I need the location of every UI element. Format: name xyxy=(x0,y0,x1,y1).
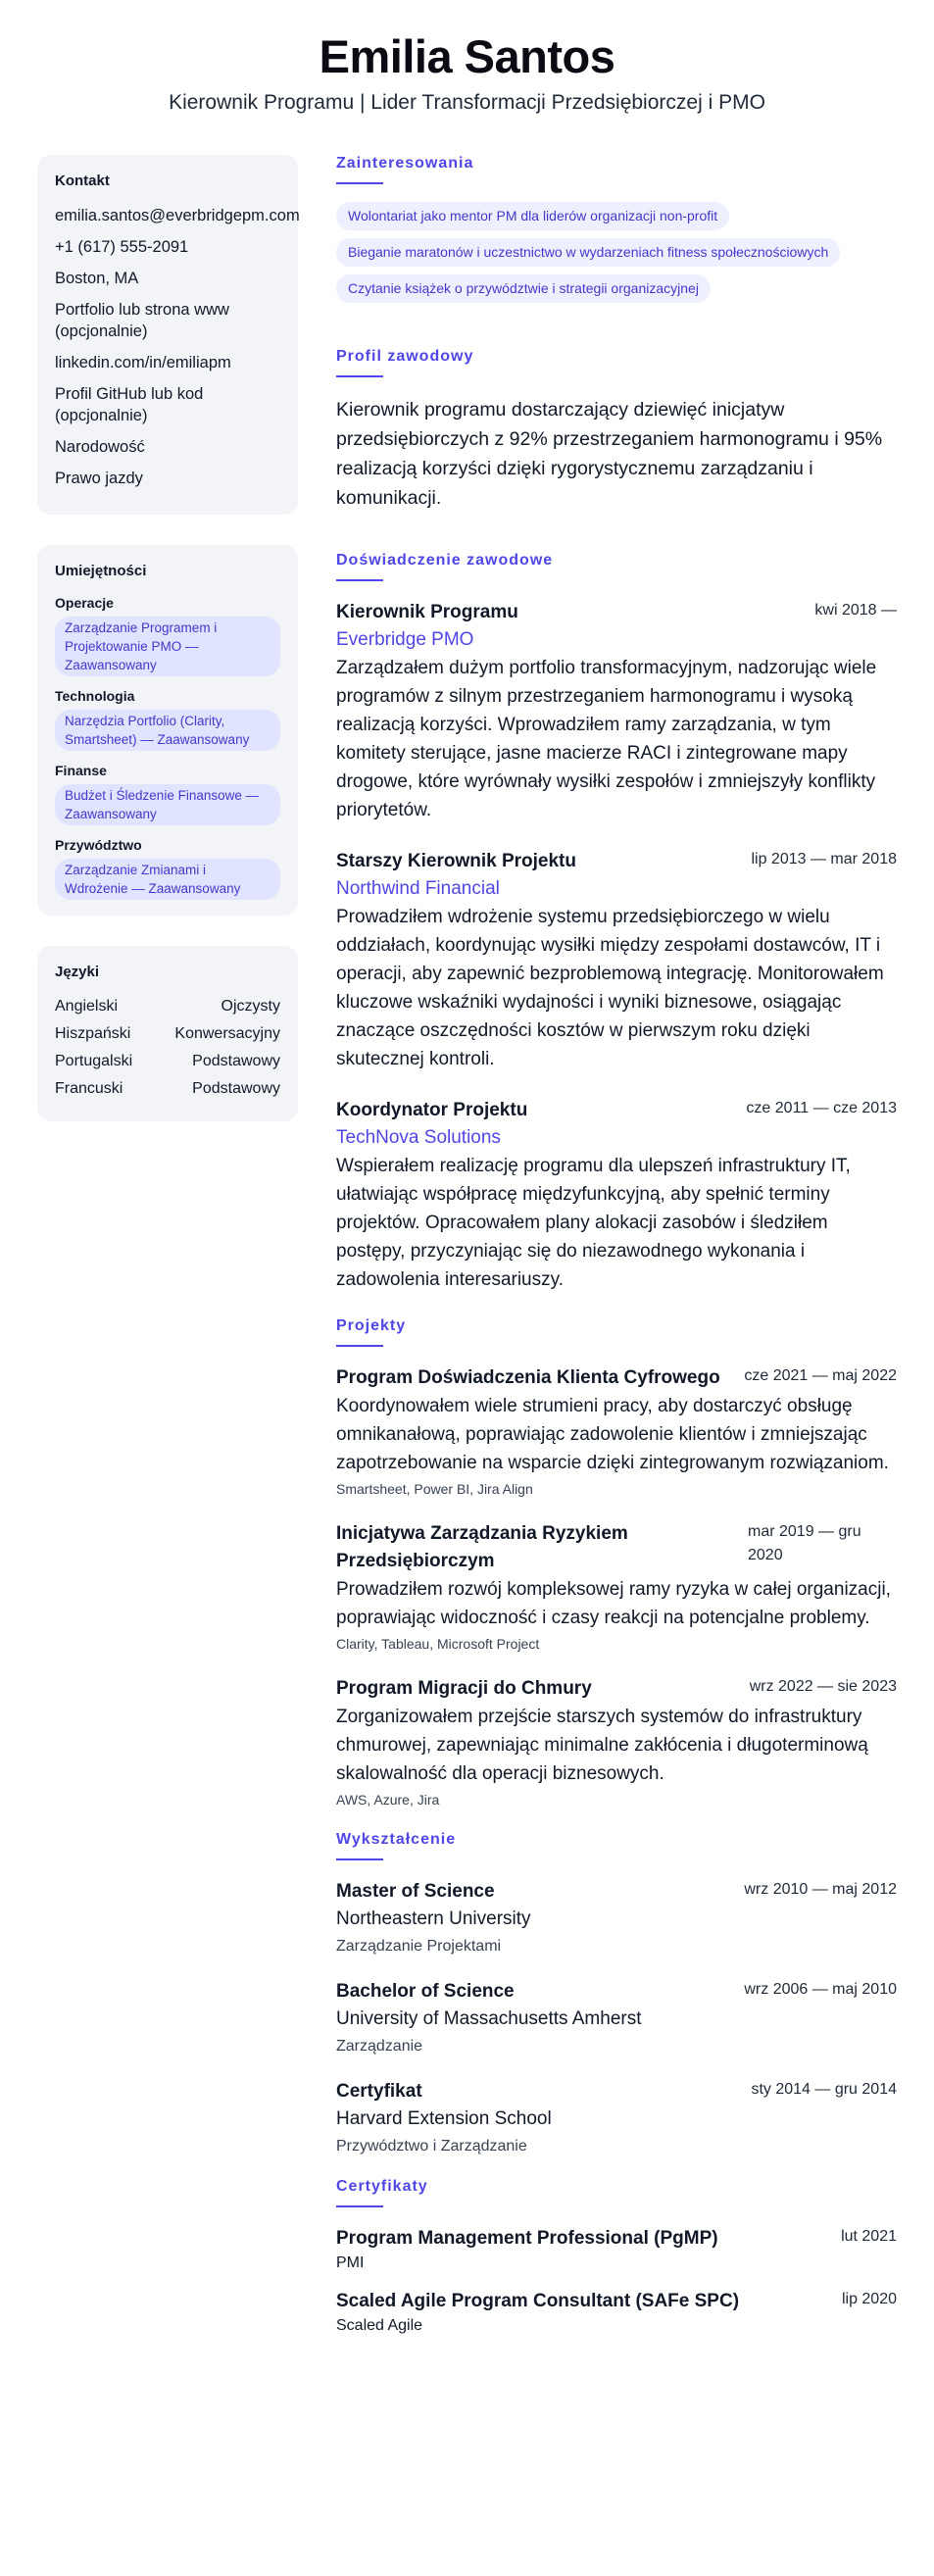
languages-card xyxy=(37,946,298,1121)
skill-group xyxy=(55,688,280,751)
skill-badge: Narzędzia Portfolio (Clarity, Smartsheet) — Zaawansowany xyxy=(55,710,280,751)
skill-group xyxy=(55,595,280,676)
language-row xyxy=(55,1023,280,1045)
degree: Certyfikat xyxy=(336,2081,422,2102)
language-name: Portugalski xyxy=(55,1053,133,1069)
experience-item xyxy=(336,848,897,1073)
school: Harvard Extension School xyxy=(336,2108,552,2129)
education-title: Wykształcenie xyxy=(336,1831,457,1848)
skill-group xyxy=(55,837,280,900)
skill-badge: Zarządzanie Zmianami i Wdrożenie — Zaawansowany xyxy=(55,859,280,900)
certification-date: lut 2021 xyxy=(841,2228,897,2245)
contact-location: Boston, MA xyxy=(55,270,139,287)
candidate-headline: Kierownik Programu | Lider Transformacji Przedsiębiorczej i PMO xyxy=(169,91,765,114)
experience-section xyxy=(336,552,897,1294)
contact-email[interactable]: emilia.santos@everbridgepm.com xyxy=(55,207,300,224)
profile-section xyxy=(336,348,897,513)
field-of-study: Zarządzanie xyxy=(336,2038,423,2055)
skill-badge: Budżet i Śledzenie Finansowe — Zaawansowany xyxy=(55,784,280,825)
school: University of Massachusetts Amherst xyxy=(336,2008,642,2029)
project-item xyxy=(336,1675,897,1808)
interest-badge: Wolontariat jako mentor PM dla liderów organizacji non-profit xyxy=(336,202,729,230)
school: Northeastern University xyxy=(336,1908,531,1929)
interests-section xyxy=(336,155,897,311)
experience-title: Doświadczenie zawodowe xyxy=(336,552,554,569)
certification-name: Program Management Professional (PgMP) xyxy=(336,2228,718,2249)
skill-category: Przywództwo xyxy=(55,837,142,853)
candidate-name: Emilia Santos xyxy=(319,30,615,82)
project-name: Program Doświadczenia Klienta Cyfrowego xyxy=(336,1367,720,1388)
contact-github: Profil GitHub lub kod (opcjonalnie) xyxy=(55,385,204,424)
project-name: Inicjatywa Zarządzania Ryzykiem Przedsiębiorczym xyxy=(336,1523,628,1571)
project-tools: AWS, Azure, Jira xyxy=(336,1792,440,1808)
language-name: Angielski xyxy=(55,998,119,1015)
main-content xyxy=(336,155,897,2337)
certifications-title: Certyfikaty xyxy=(336,2178,428,2195)
section-divider xyxy=(336,2205,383,2207)
contact-linkedin[interactable]: linkedin.com/in/emiliapm xyxy=(55,354,231,372)
project-date: wrz 2022 — sie 2023 xyxy=(749,1678,897,1695)
degree: Master of Science xyxy=(336,1881,495,1902)
projects-title: Projekty xyxy=(336,1317,407,1334)
contact-card xyxy=(37,155,298,515)
interest-badge: Czytanie książek o przywództwie i strategii organizacyjnej xyxy=(336,274,711,303)
job-date: cze 2011 — cze 2013 xyxy=(746,1100,897,1116)
certification-date: lip 2020 xyxy=(841,2291,897,2307)
section-divider xyxy=(336,1345,383,1347)
language-level: Podstawowy xyxy=(192,1080,280,1097)
education-date: wrz 2010 — maj 2012 xyxy=(744,1881,897,1898)
certification-issuer: Scaled Agile xyxy=(336,2317,423,2334)
experience-item xyxy=(336,1097,897,1294)
contact-portfolio: Portfolio lub strona www (opcjonalnie) xyxy=(55,301,229,340)
contact-phone[interactable]: +1 (617) 555-2091 xyxy=(55,238,189,256)
certification-item xyxy=(336,2225,897,2274)
contact-license: Prawo jazdy xyxy=(55,470,143,487)
skills-title: Umiejętności xyxy=(55,563,147,579)
language-row xyxy=(55,1051,280,1072)
project-name: Program Migracji do Chmury xyxy=(336,1678,592,1699)
sidebar xyxy=(37,155,298,1152)
languages-title: Języki xyxy=(55,964,100,980)
project-date: cze 2021 — maj 2022 xyxy=(744,1367,897,1384)
education-item xyxy=(336,1978,897,2058)
project-date: mar 2019 — gru 2020 xyxy=(748,1523,861,1563)
job-company: Northwind Financial xyxy=(336,878,500,899)
experience-item xyxy=(336,599,897,824)
education-date: sty 2014 — gru 2014 xyxy=(751,2081,897,2098)
job-company: Everbridge PMO xyxy=(336,629,474,650)
project-tools: Smartsheet, Power BI, Jira Align xyxy=(336,1481,533,1497)
section-divider xyxy=(336,375,383,377)
certifications-section xyxy=(336,2178,897,2337)
skill-category: Finanse xyxy=(55,763,107,778)
job-role: Koordynator Projektu xyxy=(336,1100,528,1120)
resume-header xyxy=(0,29,934,115)
job-description: Prowadziłem wdrożenie systemu przedsiębiorczego w wielu oddziałach, koordynując wysiłki między zespołami dostawców, IT i operacji, aby zapewnić bezproblemową integrację. Monitorowałem kluczowe wskaźniki wydajności i wyniki biznesowe, osiągając znaczące oszczędności kosztów w pierwszym roku dzięki skutecznej kontroli. xyxy=(336,907,884,1069)
language-name: Francuski xyxy=(55,1080,123,1097)
certification-issuer: PMI xyxy=(336,2254,365,2271)
education-section xyxy=(336,1831,897,2158)
interests-title: Zainteresowania xyxy=(336,155,474,172)
education-item xyxy=(336,2078,897,2158)
language-level: Konwersacyjny xyxy=(174,1025,280,1042)
education-item xyxy=(336,1878,897,1958)
language-row xyxy=(55,1078,280,1100)
project-tools: Clarity, Tableau, Microsoft Project xyxy=(336,1636,540,1652)
profile-summary: Kierownik programu dostarczający dziewięć inicjatyw przedsiębiorczych z 92% przestrzeganiem harmonogramu i 95% realizacją korzyści dzięki rygorystycznemu zarządzaniu i komunikacji. xyxy=(336,399,883,509)
certification-item xyxy=(336,2288,897,2337)
projects-section xyxy=(336,1317,897,1808)
skill-group xyxy=(55,763,280,825)
field-of-study: Przywództwo i Zarządzanie xyxy=(336,2138,527,2155)
job-description: Wspierałem realizację programu dla ulepszeń infrastruktury IT, ułatwiając współpracę międzyfunkcyjną, aby spełnić terminy projektów. Opracowałem plany alokacji zasobów i śledziłem postępy, przyczyniając się do niezawodnego wykonania i zadowolenia interesariuszy. xyxy=(336,1156,851,1290)
project-description: Koordynowałem wiele strumieni pracy, aby dostarczyć obsługę omnikanałową, poprawiając zadowolenie klientów i zmniejszając zapotrzebowanie na wsparcie dzięki zintegrowanym rozwiązaniom. xyxy=(336,1396,889,1473)
job-role: Starszy Kierownik Projektu xyxy=(336,851,576,871)
section-divider xyxy=(336,1858,383,1860)
skill-category: Technologia xyxy=(55,688,135,704)
language-name: Hiszpański xyxy=(55,1025,131,1042)
language-level: Podstawowy xyxy=(192,1053,280,1069)
skill-category: Operacje xyxy=(55,595,114,611)
job-role: Kierownik Programu xyxy=(336,602,518,622)
project-description: Zorganizowałem przejście starszych systemów do infrastruktury chmurowej, zapewniając minimalne zakłócenia i długoterminową skalowalność dla operacji biznesowych. xyxy=(336,1707,868,1784)
section-divider xyxy=(336,579,383,581)
job-date: lip 2013 — mar 2018 xyxy=(751,851,897,867)
job-description: Zarządzałem dużym portfolio transformacyjnym, nadzorując wiele programów z silnym przestrzeganiem harmonogramu i wysoką realizacją korzyści. Wprowadziłem ramy zarządzania, w tym komitety sterujące, jasne macierze RACI i zintegrowane mapy drogowe, które wyrównały wysiłki zespołów i zmniejszyły konflikty priorytetów. xyxy=(336,658,877,820)
section-divider xyxy=(336,182,383,184)
project-description: Prowadziłem rozwój kompleksowej ramy ryzyka w całej organizacji, poprawiając widoczność i czasy reakcji na potencjalne problemy. xyxy=(336,1579,891,1628)
project-item xyxy=(336,1364,897,1497)
contact-title: Kontakt xyxy=(55,173,110,189)
profile-title: Profil zawodowy xyxy=(336,348,474,365)
contact-nationality: Narodowość xyxy=(55,438,145,456)
interest-badge: Bieganie maratonów i uczestnictwo w wydarzeniach fitness społecznościowych xyxy=(336,238,840,267)
language-level: Ojczysty xyxy=(221,998,280,1015)
degree: Bachelor of Science xyxy=(336,1981,515,2002)
language-row xyxy=(55,996,280,1017)
skills-card xyxy=(37,545,298,916)
field-of-study: Zarządzanie Projektami xyxy=(336,1938,502,1955)
certification-name: Scaled Agile Program Consultant (SAFe SPC) xyxy=(336,2291,740,2311)
education-date: wrz 2006 — maj 2010 xyxy=(744,1981,897,1998)
project-item xyxy=(336,1520,897,1652)
job-company: TechNova Solutions xyxy=(336,1127,501,1148)
skill-badge: Zarządzanie Programem i Projektowanie PMO — Zaawansowany xyxy=(55,617,280,676)
job-date: kwi 2018 — xyxy=(814,602,897,619)
